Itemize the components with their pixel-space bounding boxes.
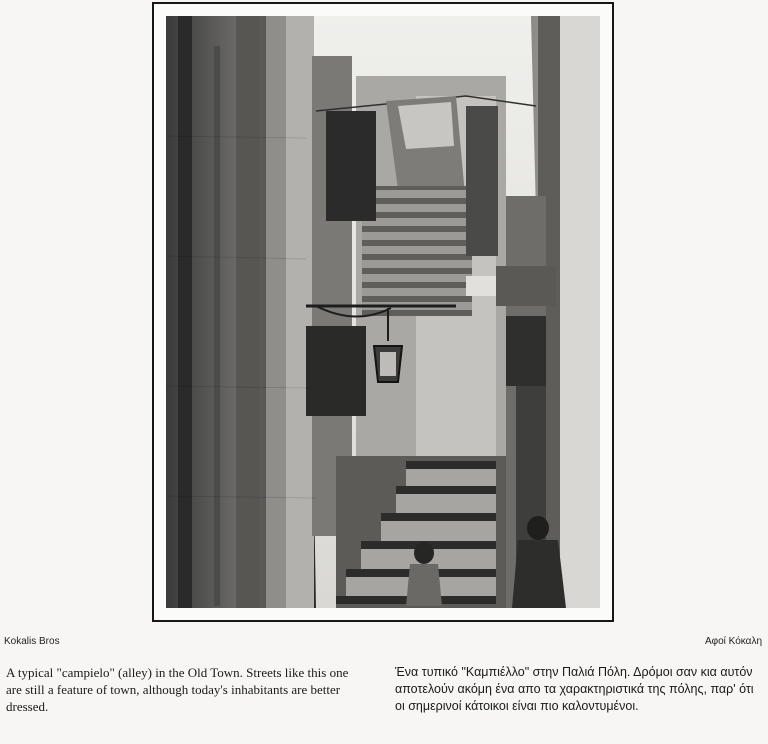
photograph-frame [152,2,614,622]
photo-credit-left: Kokalis Bros [4,636,60,647]
alley-photograph [166,16,600,608]
photo-credit-right: Αφοί Κόκαλη [704,636,762,647]
caption-greek: Ένα τυπικό "Καμπιέλλο" στην Παλιά Πόλη. Δρόμοι σαν κια αυτόν αποτελούν ακόμη ένα απο τα χαρακτηριστικά της πόλης, παρ' ότι οι σημερινοί κάτοικοι είναι πιο καλοντυμένοι. [395,665,754,713]
caption-english: A typical "campielo" (alley) in the Old Town. Streets like this one are still a feature of town, although today's inhabitants are better dressed. [6,665,349,714]
